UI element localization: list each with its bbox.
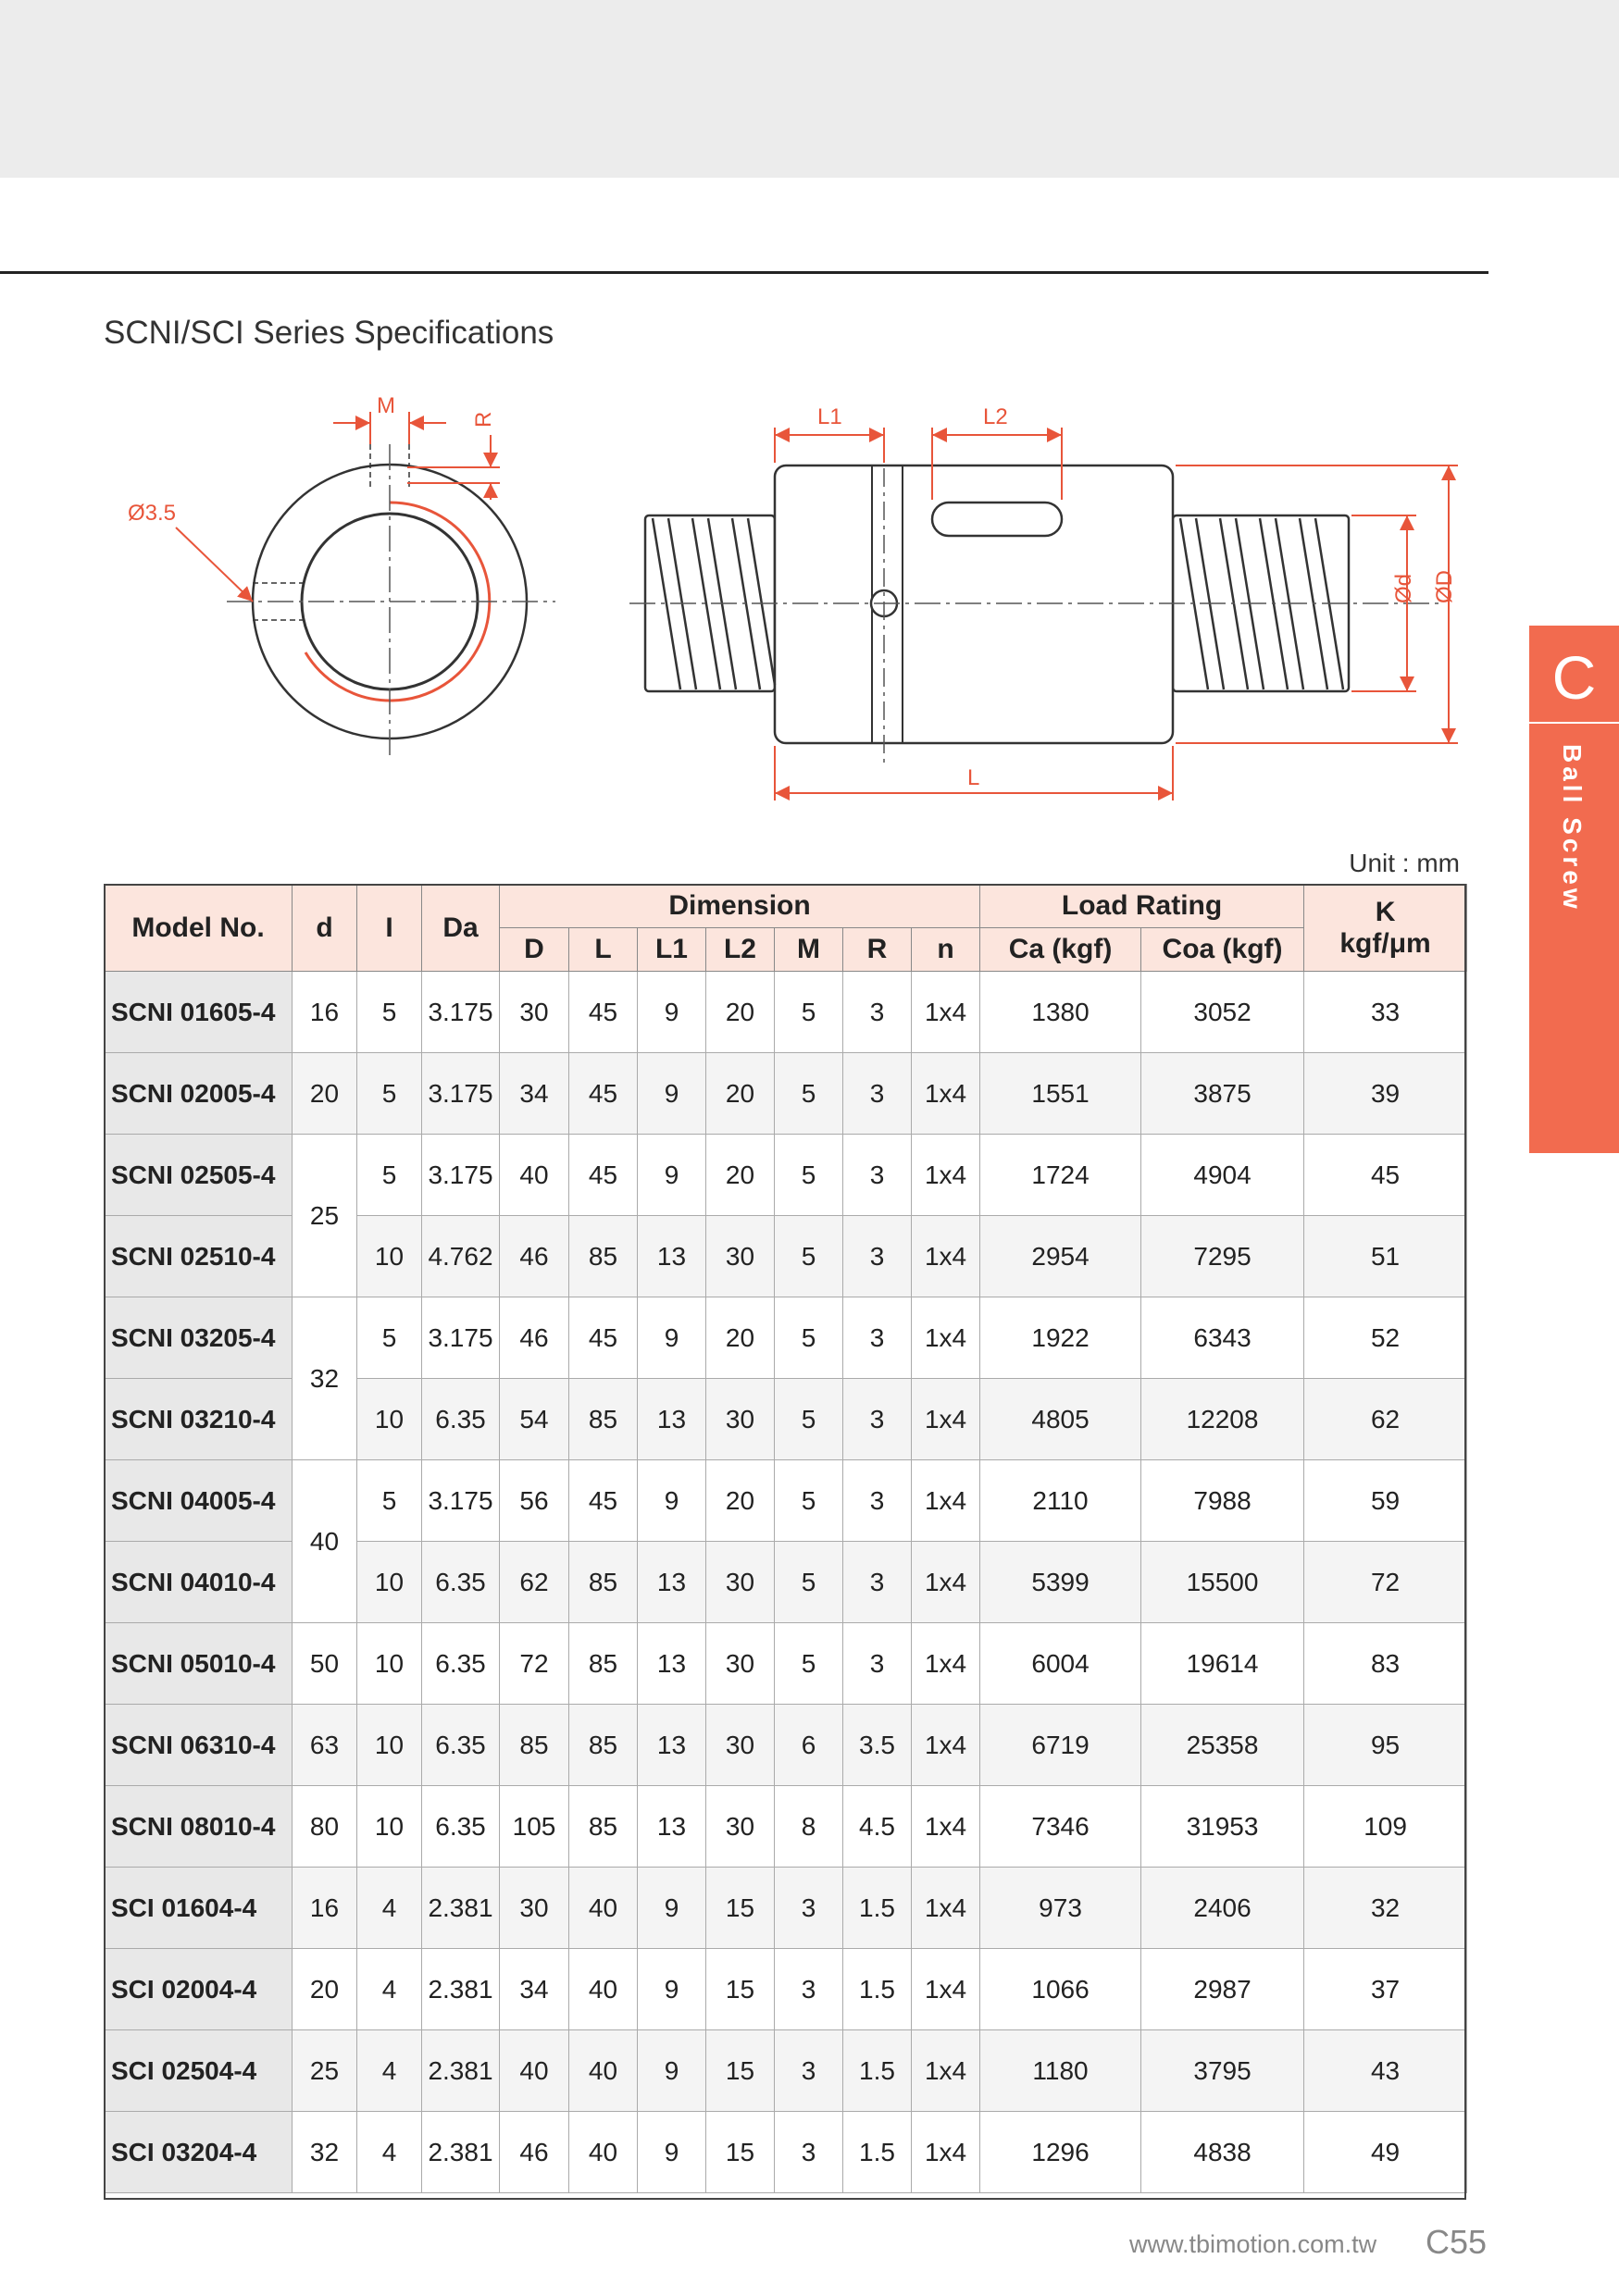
cell-dim-L: 45 <box>569 1053 638 1135</box>
cell-dim-M: 3 <box>775 1868 843 1949</box>
cell-dim-L1: 9 <box>638 1460 706 1542</box>
table-row <box>105 2030 1467 2112</box>
cell-dim-L1: 13 <box>638 1542 706 1623</box>
cell-dim-L: 85 <box>569 1379 638 1460</box>
cell-dim-L1: 13 <box>638 1786 706 1868</box>
cell-k: 43 <box>1304 2030 1467 2112</box>
cell-model-no: SCNI 04005-4 <box>105 1460 293 1542</box>
cell-lead: 5 <box>357 972 422 1053</box>
page-number: C55 <box>1426 2223 1488 2261</box>
cell-dim-L2: 20 <box>706 972 775 1053</box>
cell-dim-R: 3 <box>843 1623 912 1705</box>
cell-k: 72 <box>1304 1542 1467 1623</box>
side-tab-label: Ball Screw <box>1558 744 1587 912</box>
cell-dim-L1: 9 <box>638 1135 706 1216</box>
cell-da: 3.175 <box>422 972 500 1053</box>
cell-d: 20 <box>293 1053 357 1135</box>
header-k <box>1304 885 1467 972</box>
cell-dim-L: 45 <box>569 1135 638 1216</box>
cell-dim-L2: 20 <box>706 1135 775 1216</box>
cell-model-no: SCNI 03210-4 <box>105 1379 293 1460</box>
header-coa: Coa (kgf) <box>1141 928 1304 972</box>
header-model: Model No. <box>105 885 293 972</box>
header-i: I <box>357 885 422 972</box>
cell-model-no: SCI 02504-4 <box>105 2030 293 2112</box>
cell-ca: 1296 <box>980 2112 1141 2193</box>
header-dimension: Dimension <box>500 885 980 928</box>
cell-dim-M: 5 <box>775 1379 843 1460</box>
cell-model-no: SCNI 08010-4 <box>105 1786 293 1868</box>
cell-dim-L2: 20 <box>706 1460 775 1542</box>
cell-ca: 5399 <box>980 1542 1141 1623</box>
cell-dim-D: 46 <box>500 1297 569 1379</box>
cell-dim-L: 40 <box>569 1949 638 2030</box>
cell-ca: 1922 <box>980 1297 1141 1379</box>
cell-dim-R: 1.5 <box>843 2030 912 2112</box>
header-dim-R: R <box>843 928 912 972</box>
cell-coa: 2987 <box>1141 1949 1304 2030</box>
table-row <box>105 1053 1467 1135</box>
cell-d: 80 <box>293 1786 357 1868</box>
cell-dim-n: 1x4 <box>912 1623 980 1705</box>
cell-da: 6.35 <box>422 1786 500 1868</box>
cell-dim-R: 1.5 <box>843 2112 912 2193</box>
cell-ca: 973 <box>980 1868 1141 1949</box>
cell-dim-M: 5 <box>775 1460 843 1542</box>
cell-ca: 1724 <box>980 1135 1141 1216</box>
cell-dim-L1: 13 <box>638 1705 706 1786</box>
cell-dim-n: 1x4 <box>912 1379 980 1460</box>
cell-dim-n: 1x4 <box>912 972 980 1053</box>
cell-dim-L: 40 <box>569 1868 638 1949</box>
cell-k: 95 <box>1304 1705 1467 1786</box>
cell-dim-L1: 9 <box>638 1297 706 1379</box>
header-dim-L1: L1 <box>638 928 706 972</box>
cell-coa: 25358 <box>1141 1705 1304 1786</box>
cell-dim-R: 1.5 <box>843 1868 912 1949</box>
header-ca: Ca (kgf) <box>980 928 1141 972</box>
cell-dim-L1: 13 <box>638 1623 706 1705</box>
l2-label: L2 <box>983 404 1008 429</box>
cell-d: 32 <box>293 2112 357 2193</box>
cell-dim-L: 85 <box>569 1216 638 1297</box>
cell-dim-D: 46 <box>500 1216 569 1297</box>
cell-k: 62 <box>1304 1379 1467 1460</box>
cell-d: 40 <box>293 1460 357 1623</box>
cell-dim-M: 5 <box>775 972 843 1053</box>
cell-ca: 1180 <box>980 2030 1141 2112</box>
l-label: L <box>967 765 980 790</box>
cell-dim-L: 45 <box>569 1297 638 1379</box>
cell-coa: 4904 <box>1141 1135 1304 1216</box>
cell-k: 39 <box>1304 1053 1467 1135</box>
header-d: d <box>293 885 357 972</box>
section-title: SCNI/SCI Series Specifications <box>104 315 554 351</box>
cell-dim-n: 1x4 <box>912 1786 980 1868</box>
cell-coa: 7988 <box>1141 1460 1304 1542</box>
cell-ca: 6719 <box>980 1705 1141 1786</box>
cell-da: 3.175 <box>422 1297 500 1379</box>
dd-label: ØD <box>1432 570 1457 603</box>
cell-dim-M: 3 <box>775 2112 843 2193</box>
cell-dim-L2: 15 <box>706 1868 775 1949</box>
cell-dim-L: 45 <box>569 1460 638 1542</box>
cell-coa: 2406 <box>1141 1868 1304 1949</box>
cell-dim-L: 85 <box>569 1542 638 1623</box>
cell-dim-L2: 20 <box>706 1053 775 1135</box>
table-row <box>105 1949 1467 2030</box>
cell-lead: 4 <box>357 1949 422 2030</box>
table-row <box>105 2112 1467 2193</box>
cell-dim-L2: 20 <box>706 1297 775 1379</box>
cell-dim-D: 56 <box>500 1460 569 1542</box>
cell-dim-L2: 30 <box>706 1705 775 1786</box>
cell-ca: 1551 <box>980 1053 1141 1135</box>
cell-lead: 10 <box>357 1623 422 1705</box>
cell-model-no: SCNI 02510-4 <box>105 1216 293 1297</box>
cell-lead: 10 <box>357 1216 422 1297</box>
cell-dim-M: 5 <box>775 1542 843 1623</box>
table-row <box>105 1623 1467 1705</box>
cell-dim-L1: 13 <box>638 1379 706 1460</box>
cell-model-no: SCI 02004-4 <box>105 1949 293 2030</box>
cell-lead: 10 <box>357 1379 422 1460</box>
header-k-unit: kgf/μm <box>1339 927 1431 959</box>
cell-coa: 7295 <box>1141 1216 1304 1297</box>
cell-k: 33 <box>1304 972 1467 1053</box>
header-load-rating: Load Rating <box>980 885 1304 928</box>
cell-lead: 5 <box>357 1460 422 1542</box>
header-k-symbol: K <box>1375 896 1396 927</box>
cell-dim-L1: 9 <box>638 972 706 1053</box>
cell-lead: 5 <box>357 1053 422 1135</box>
ball-nut-drawing <box>0 0 1619 833</box>
cell-dim-R: 3 <box>843 1379 912 1460</box>
cell-lead: 5 <box>357 1297 422 1379</box>
cell-dim-R: 3 <box>843 1216 912 1297</box>
cell-dim-D: 34 <box>500 1053 569 1135</box>
cell-dim-M: 5 <box>775 1053 843 1135</box>
cell-d: 32 <box>293 1297 357 1460</box>
cell-dim-L: 40 <box>569 2112 638 2193</box>
end-view <box>227 444 555 759</box>
cell-da: 3.175 <box>422 1053 500 1135</box>
cell-dim-R: 3 <box>843 1297 912 1379</box>
cell-dim-n: 1x4 <box>912 1949 980 2030</box>
cell-dim-M: 8 <box>775 1786 843 1868</box>
cell-ca: 7346 <box>980 1786 1141 1868</box>
cell-ca: 2110 <box>980 1460 1141 1542</box>
cell-model-no: SCI 03204-4 <box>105 2112 293 2193</box>
cell-da: 6.35 <box>422 1379 500 1460</box>
cell-d: 16 <box>293 1868 357 1949</box>
cell-ca: 1380 <box>980 972 1141 1053</box>
cell-dim-D: 62 <box>500 1542 569 1623</box>
cell-d: 25 <box>293 1135 357 1297</box>
cell-da: 6.35 <box>422 1705 500 1786</box>
cell-dim-D: 40 <box>500 2030 569 2112</box>
cell-model-no: SCNI 06310-4 <box>105 1705 293 1786</box>
cell-dim-n: 1x4 <box>912 1135 980 1216</box>
cell-d: 63 <box>293 1705 357 1786</box>
cell-ca: 2954 <box>980 1216 1141 1297</box>
cell-coa: 12208 <box>1141 1379 1304 1460</box>
header-dim-D: D <box>500 928 569 972</box>
header-dim-L: L <box>569 928 638 972</box>
cell-dim-D: 40 <box>500 1135 569 1216</box>
cell-dim-L1: 9 <box>638 1949 706 2030</box>
cell-da: 2.381 <box>422 1868 500 1949</box>
table-row <box>105 1297 1467 1379</box>
cell-dim-R: 3 <box>843 972 912 1053</box>
cell-coa: 3795 <box>1141 2030 1304 2112</box>
cell-dim-R: 4.5 <box>843 1786 912 1868</box>
cell-coa: 6343 <box>1141 1297 1304 1379</box>
cell-ca: 4805 <box>980 1379 1141 1460</box>
header-dim-L2: L2 <box>706 928 775 972</box>
cell-dim-L1: 9 <box>638 2030 706 2112</box>
cell-dim-M: 3 <box>775 2030 843 2112</box>
cell-da: 6.35 <box>422 1623 500 1705</box>
cell-d: 25 <box>293 2030 357 2112</box>
cell-coa: 31953 <box>1141 1786 1304 1868</box>
cell-dim-L2: 15 <box>706 2112 775 2193</box>
cell-da: 2.381 <box>422 2030 500 2112</box>
cell-dim-L2: 30 <box>706 1379 775 1460</box>
cell-dim-M: 5 <box>775 1216 843 1297</box>
cell-dim-D: 34 <box>500 1949 569 2030</box>
cell-da: 3.175 <box>422 1460 500 1542</box>
cell-k: 59 <box>1304 1460 1467 1542</box>
l1-label: L1 <box>817 404 842 429</box>
cell-dim-L1: 9 <box>638 1053 706 1135</box>
cell-dim-L1: 9 <box>638 1868 706 1949</box>
cell-dim-n: 1x4 <box>912 1868 980 1949</box>
cell-dim-L2: 30 <box>706 1542 775 1623</box>
cell-dim-D: 54 <box>500 1379 569 1460</box>
cell-lead: 4 <box>357 1868 422 1949</box>
m-label: M <box>377 393 395 418</box>
cell-k: 51 <box>1304 1216 1467 1297</box>
cell-model-no: SCI 01604-4 <box>105 1868 293 1949</box>
cell-da: 2.381 <box>422 2112 500 2193</box>
table-row <box>105 1460 1467 1542</box>
table-row <box>105 972 1467 1053</box>
cell-dim-L2: 15 <box>706 1949 775 2030</box>
cell-model-no: SCNI 01605-4 <box>105 972 293 1053</box>
table-row <box>105 1786 1467 1868</box>
cell-lead: 10 <box>357 1786 422 1868</box>
cell-dim-L1: 9 <box>638 2112 706 2193</box>
hole-leader <box>176 527 253 602</box>
cell-dim-L2: 30 <box>706 1786 775 1868</box>
cell-dim-L2: 30 <box>706 1216 775 1297</box>
table-row <box>105 1135 1467 1216</box>
cell-lead: 10 <box>357 1542 422 1623</box>
cell-dim-M: 5 <box>775 1135 843 1216</box>
cell-model-no: SCNI 03205-4 <box>105 1297 293 1379</box>
cell-dim-M: 5 <box>775 1297 843 1379</box>
cell-dim-n: 1x4 <box>912 2112 980 2193</box>
cell-dim-n: 1x4 <box>912 1705 980 1786</box>
cell-dim-D: 46 <box>500 2112 569 2193</box>
cell-dim-L: 40 <box>569 2030 638 2112</box>
cell-coa: 15500 <box>1141 1542 1304 1623</box>
cell-k: 32 <box>1304 1868 1467 1949</box>
cell-k: 109 <box>1304 1786 1467 1868</box>
cell-dim-R: 1.5 <box>843 1949 912 2030</box>
cell-dim-n: 1x4 <box>912 1216 980 1297</box>
cell-dim-M: 6 <box>775 1705 843 1786</box>
cell-dim-n: 1x4 <box>912 1542 980 1623</box>
cell-da: 6.35 <box>422 1542 500 1623</box>
d-label: Ød <box>1391 573 1416 603</box>
cell-d: 16 <box>293 972 357 1053</box>
cell-dim-R: 3.5 <box>843 1705 912 1786</box>
cell-d: 20 <box>293 1949 357 2030</box>
cell-dim-L: 85 <box>569 1786 638 1868</box>
cell-dim-D: 72 <box>500 1623 569 1705</box>
cell-da: 3.175 <box>422 1135 500 1216</box>
cell-dim-L2: 30 <box>706 1623 775 1705</box>
cell-dim-D: 30 <box>500 1868 569 1949</box>
cell-dim-R: 3 <box>843 1053 912 1135</box>
cell-k: 45 <box>1304 1135 1467 1216</box>
cell-d: 50 <box>293 1623 357 1705</box>
cell-dim-D: 30 <box>500 972 569 1053</box>
side-tab-letter: C <box>1551 643 1597 712</box>
cell-dim-n: 1x4 <box>912 1053 980 1135</box>
r-label: R <box>471 411 496 428</box>
cell-coa: 4838 <box>1141 2112 1304 2193</box>
cell-dim-n: 1x4 <box>912 1297 980 1379</box>
cell-dim-M: 5 <box>775 1623 843 1705</box>
cell-model-no: SCNI 02505-4 <box>105 1135 293 1216</box>
cell-k: 83 <box>1304 1623 1467 1705</box>
cell-dim-D: 105 <box>500 1786 569 1868</box>
cell-model-no: SCNI 05010-4 <box>105 1623 293 1705</box>
cell-da: 4.762 <box>422 1216 500 1297</box>
cell-lead: 4 <box>357 2030 422 2112</box>
cell-k: 49 <box>1304 2112 1467 2193</box>
cell-dim-L: 45 <box>569 972 638 1053</box>
cell-dim-D: 85 <box>500 1705 569 1786</box>
cell-k: 52 <box>1304 1297 1467 1379</box>
cell-coa: 3052 <box>1141 972 1304 1053</box>
cell-dim-R: 3 <box>843 1135 912 1216</box>
cell-dim-L2: 15 <box>706 2030 775 2112</box>
cell-model-no: SCNI 04010-4 <box>105 1542 293 1623</box>
footer-url[interactable]: www.tbimotion.com.tw <box>1129 2230 1377 2258</box>
cell-dim-R: 3 <box>843 1542 912 1623</box>
cell-dim-L: 85 <box>569 1705 638 1786</box>
cell-model-no: SCNI 02005-4 <box>105 1053 293 1135</box>
table-row <box>105 1705 1467 1786</box>
cell-dim-n: 1x4 <box>912 1460 980 1542</box>
cell-dim-L1: 13 <box>638 1216 706 1297</box>
header-dim-n: n <box>912 928 980 972</box>
cell-ca: 1066 <box>980 1949 1141 2030</box>
cell-lead: 4 <box>357 2112 422 2193</box>
cell-coa: 19614 <box>1141 1623 1304 1705</box>
header-da: Da <box>422 885 500 972</box>
cell-dim-R: 3 <box>843 1460 912 1542</box>
table-row <box>105 1868 1467 1949</box>
cell-coa: 3875 <box>1141 1053 1304 1135</box>
spec-table <box>104 884 1467 2193</box>
unit-label: Unit : mm <box>1349 849 1460 877</box>
cell-dim-L: 85 <box>569 1623 638 1705</box>
header-dim-M: M <box>775 928 843 972</box>
spec-table-body <box>105 972 1467 2193</box>
key-slot <box>932 503 1062 536</box>
hole-label: Ø3.5 <box>128 501 177 526</box>
cell-ca: 6004 <box>980 1623 1141 1705</box>
cell-dim-n: 1x4 <box>912 2030 980 2112</box>
cell-k: 37 <box>1304 1949 1467 2030</box>
cell-lead: 5 <box>357 1135 422 1216</box>
cell-dim-M: 3 <box>775 1949 843 2030</box>
cell-da: 2.381 <box>422 1949 500 2030</box>
cell-lead: 10 <box>357 1705 422 1786</box>
